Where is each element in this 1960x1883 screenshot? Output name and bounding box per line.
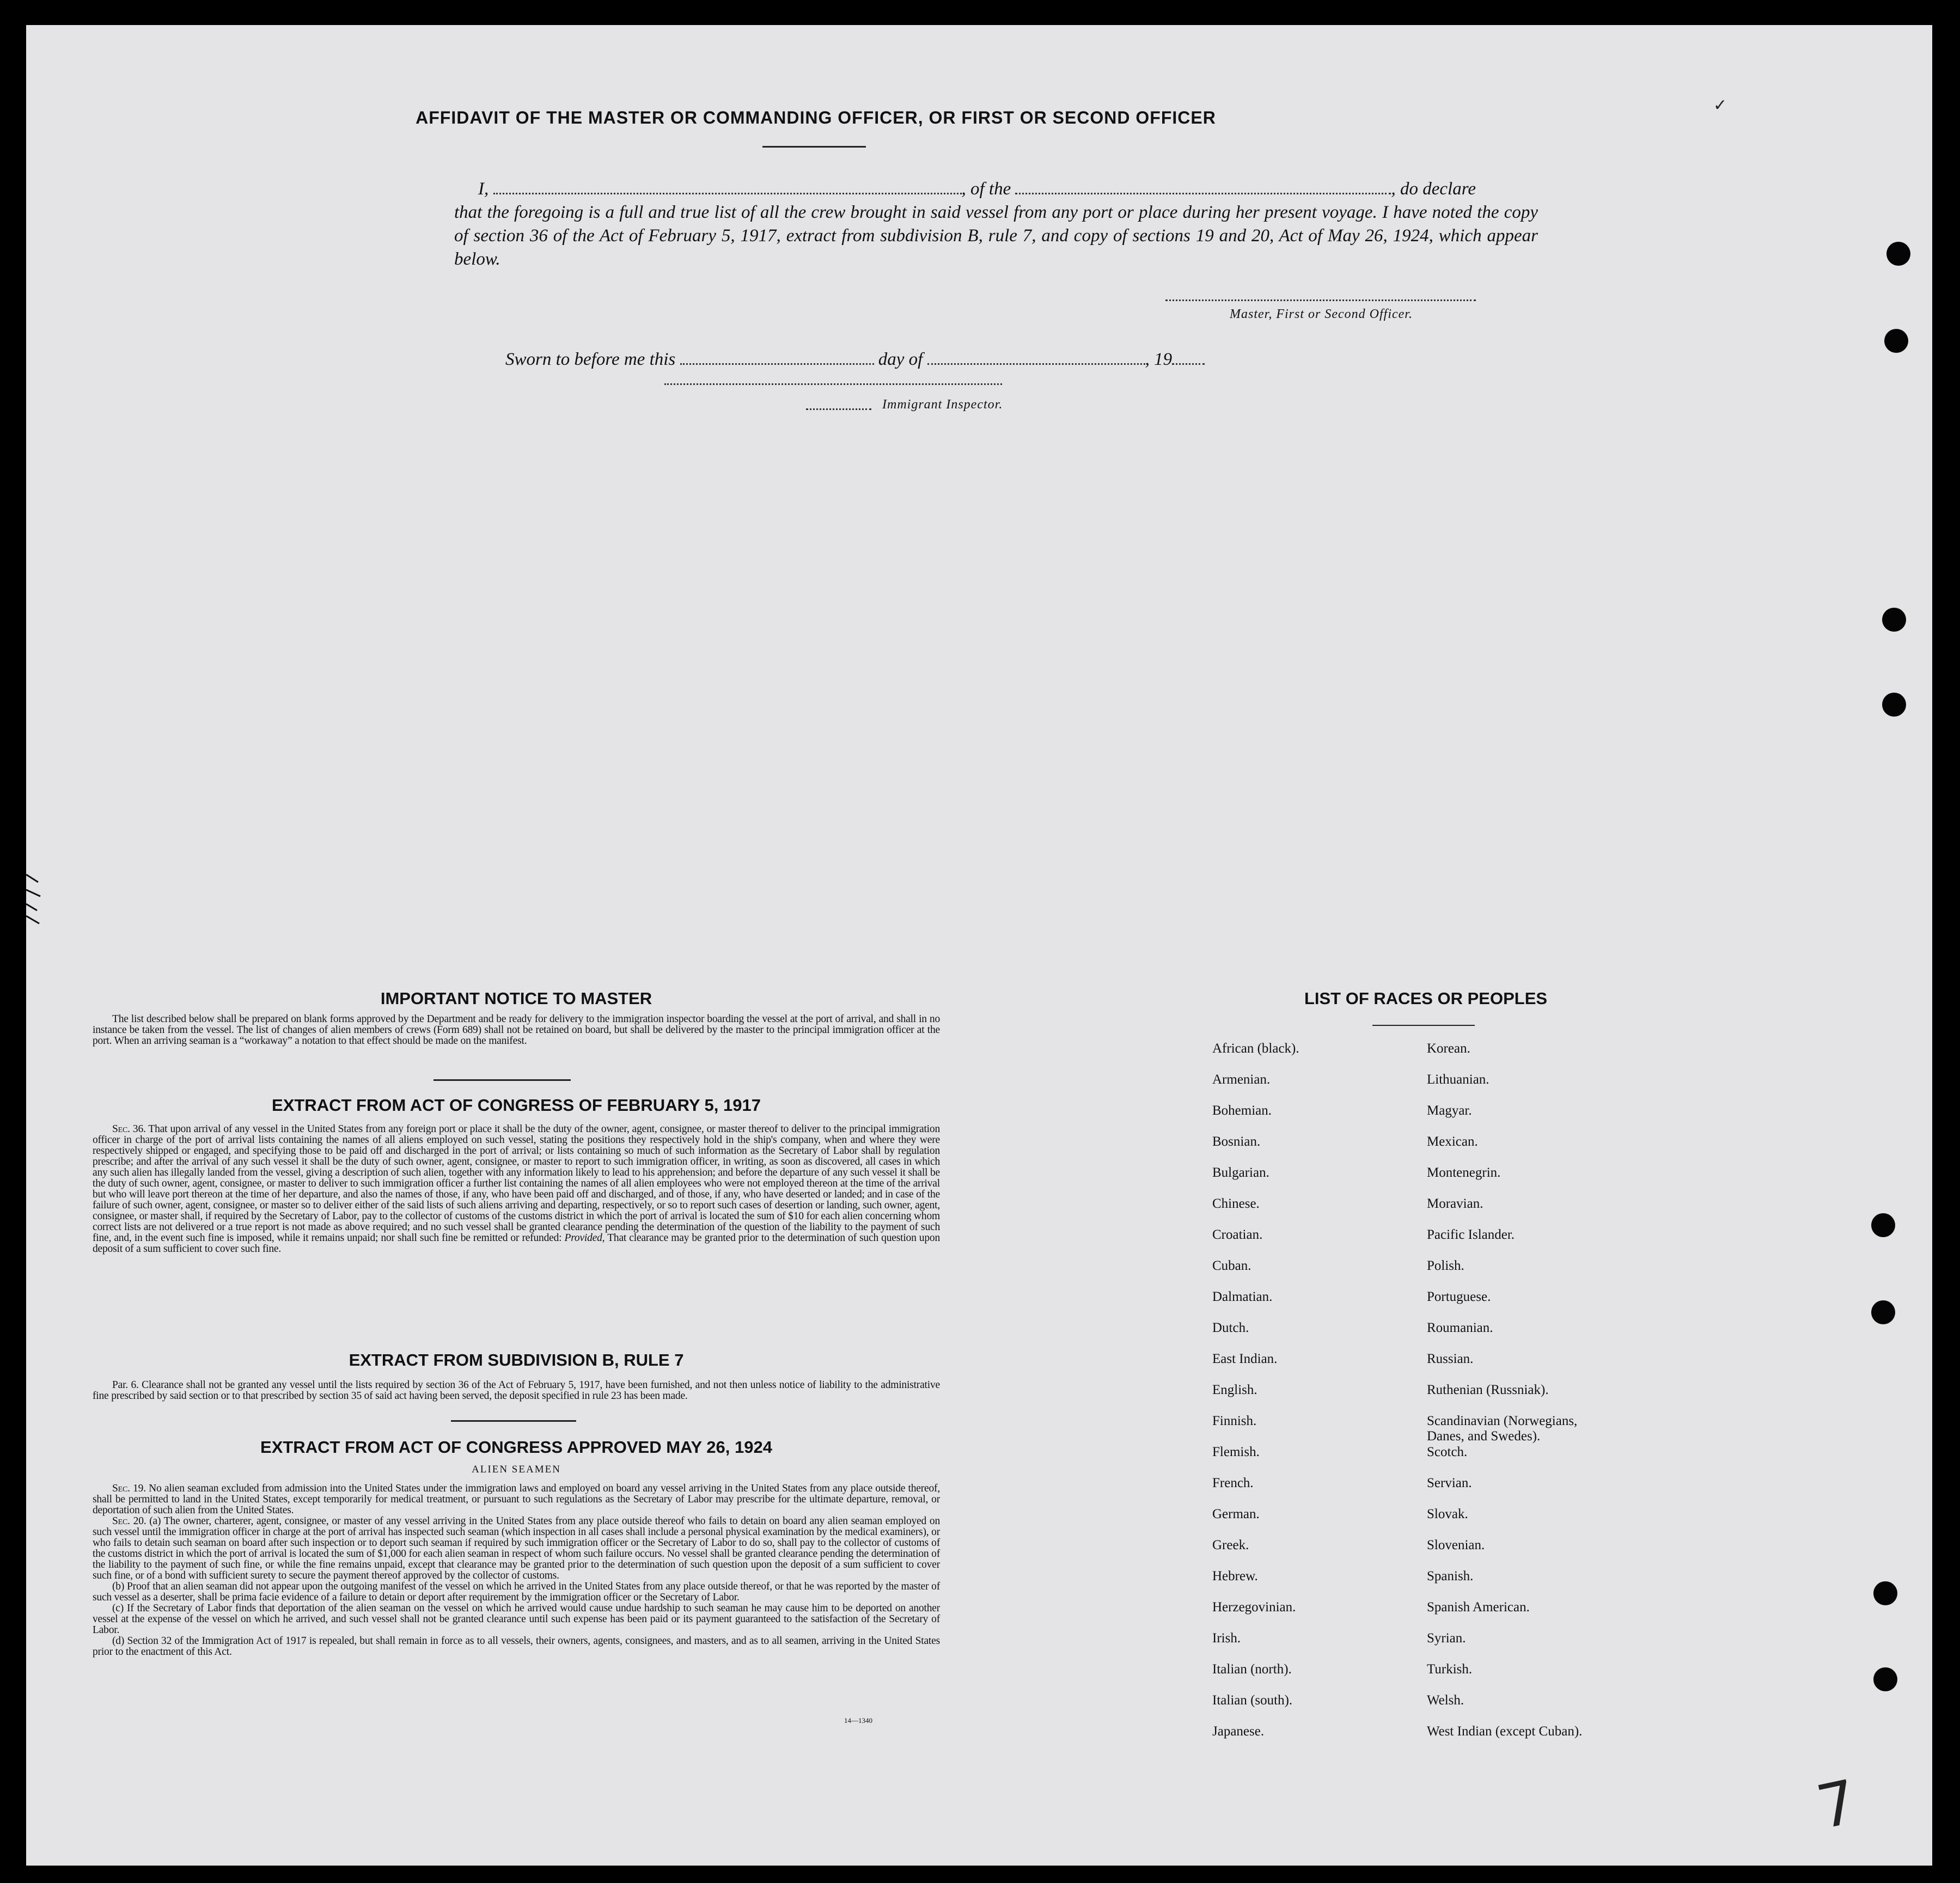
race-item: Finnish. [1212,1414,1257,1428]
race-item: German. [1212,1507,1260,1521]
race-item: Italian (south). [1212,1693,1293,1708]
inspector-dots [806,408,871,410]
race-item: Irish. [1212,1631,1241,1646]
races-column-1 [1212,1041,1299,1755]
race-item: Italian (north). [1212,1662,1292,1677]
race-item: Ruthenian (Russniak). [1427,1383,1549,1397]
race-item: Flemish. [1212,1445,1260,1459]
race-item: Bohemian. [1212,1103,1272,1118]
race-item: Slovak. [1427,1507,1468,1521]
check-mark-icon: ✓ [1713,96,1727,115]
declaration-text: that the foregoing is a full and true list of all the crew brought in said vessel from any port or place during her present voyage. I have noted the copy of section 36 of the Act of February 5, 1917, extract from subdivision B, rule 7, and copy of sections 19 and 20, Act of May 26, 1924, which appear below. [454,203,1538,269]
act-1924-text [93,1483,940,1658]
provided-word: Provided, [564,1232,605,1244]
race-item: Bosnian. [1212,1134,1261,1149]
races-divider [1372,1025,1475,1026]
sec-36-text-a: That upon arrival of any vessel in the United States from any foreign port or place it shall be the duty of the owner, agent, consignee, or master thereof to deliver to the principal immigration officer in charge of the port of arrival lists containing the names of all aliens employed on such vessel, stating the positions they respectively hold in the ship's company, when and where they were respectively shipped or engaged, and specifying those to be paid off and discharged in the port of arrival; or lists containing so much of such information as the Secretary of Labor shall by regulation prescribe; and after the arrival of any such vessel it shall be the duty of such owner, agent, consignee, or master to report to such immigration officer, in writing, as soon as discovered, all cases in which any such alien has illegally landed from the vessel, giving a description of such alien, together with any information likely to lead to his apprehension; and before the departure of any such vessel it shall be the duty of such owner, agent, consignee, or master to deliver to such immigration officer a further list containing the names of all alien employees who were not employed thereon at the time of the arrival but who will leave port thereon at the time of her departure, and also the names of those, if any, who have been paid off and discharged, and of those, if any, who have deserted or landed; and in case of the failure of such owner, agent, consignee, or master so to deliver either of the said lists of such aliens arriving and departing, respectively, or so to report such cases of desertion or landing, such owner, agent, consignee, or master shall, if required by the Secretary of Labor, pay to the collector of customs of the customs district in which the port of arrival is located the sum of $10 for each alien concerning whom correct lists are not delivered or a true report is not made as above required; and no such vessel shall be granted clearance pending the determination of the question of the liability to the payment of such fine, and, in the event such fine is imposed, while it remains unpaid; nor shall such fine be remitted or refunded: [93,1123,940,1244]
race-item: Bulgarian. [1212,1165,1269,1180]
race-item: Hebrew. [1212,1569,1258,1584]
punch-hole [1871,1213,1895,1237]
sec-19-label: Sec. 19. [112,1483,146,1494]
race-item: Magyar. [1427,1103,1472,1118]
race-item: Greek. [1212,1538,1249,1552]
rule7-text [93,1380,940,1402]
race-item: Mexican. [1427,1134,1478,1149]
notice-text [93,1014,940,1047]
punch-hole [1873,1581,1897,1605]
declaration-i: I, [478,179,493,199]
race-item: West Indian (except Cuban). [1427,1724,1583,1739]
race-item: Slovenian. [1427,1538,1485,1552]
sec-20c-text: (c) If the Secretary of Labor finds that deportation of the alien seaman on the vessel on which he arrived would cause undue hardship to such seaman he may cause him to be deported on another vessel at the expense of the vessel on which he arrived, and such vessel shall not be granted clearance until such expense has been paid or its payment guaranteed to the satisfaction of the Secretary of Labor. [93,1603,940,1636]
declaration-of-the: , of the [961,179,1016,199]
race-item: Turkish. [1427,1662,1473,1677]
declaration-declare: , do declare [1391,179,1476,199]
sworn-prefix: Sworn to before me this [505,350,680,369]
affidavit-title: AFFIDAVIT OF THE MASTER OR COMMANDING OFFICER, OR FIRST OR SECOND OFFICER [416,108,1216,127]
race-item: Croatian. [1212,1227,1263,1242]
form-number: 14—1340 [844,1716,872,1725]
race-item: Spanish. [1427,1569,1474,1584]
act-1924-title: EXTRACT FROM ACT OF CONGRESS APPROVED MAY 26, 1924 [260,1438,772,1457]
race-item: East Indian. [1212,1352,1278,1366]
sec-20-label: Sec. 20. [112,1515,146,1527]
extract-1917-title: EXTRACT FROM ACT OF CONGRESS OF FEBRUARY 5, 1917 [272,1096,761,1115]
sec-36-label: Sec. 36. [112,1123,146,1135]
inspector-label: Immigrant Inspector. [882,398,1003,412]
race-item: French. [1212,1476,1254,1490]
notice-divider [433,1079,571,1081]
rule7-divider [451,1420,576,1422]
punch-hole [1873,1667,1897,1691]
document-page [26,25,1932,1866]
sec-20b-text: (b) Proof that an alien seaman did not appear upon the outgoing manifest of the vessel on which he arrived in the United States from any place outside thereof, or that he was reported by the master of such vessel as a deserter, shall be prima facie evidence of a failure to detain or deport after requirement by the immigration officer or the Secretary of Labor. [93,1581,940,1603]
punch-hole [1886,242,1910,266]
race-item: Spanish American. [1427,1600,1530,1615]
race-item: Polish. [1427,1258,1464,1273]
punch-hole [1882,608,1906,632]
race-item: Scotch. [1427,1445,1468,1459]
sworn-year: , 19 [1145,350,1173,369]
inspector-signature-line[interactable] [664,383,1002,385]
sworn-day-of: day of [874,350,927,369]
sworn-month-blank[interactable] [927,350,1145,365]
name-blank[interactable] [493,180,962,194]
rule7-title: EXTRACT FROM SUBDIVISION B, RULE 7 [349,1350,684,1370]
race-item: Armenian. [1212,1072,1271,1087]
notice-title: IMPORTANT NOTICE TO MASTER [380,989,652,1008]
sec-20a-text: (a) The owner, charterer, agent, consignee, or master of any vessel arriving in the United States from any place outside thereof who fails to detain on board any alien seaman employed on such vessel until the immigration officer in charge at the port of arrival has inspected such seaman (which inspection in all cases shall include a personal physical examination by the medical examiners), or who fails to detain such seaman on board after such inspection or to deport such seaman if required by such immigration officer or the Secretary of Labor to do so, shall pay to the collector of customs of the customs district in which the port of arrival is located the sum of $1,000 for each alien seaman in respect of whom such failure occurs. No vessel shall be granted clearance pending the determination of the liability to the payment of such fine, or while the fine remains unpaid, except that clearance may be granted prior to the determination of such question upon the deposit of a sum sufficient to cover such fine, or of a bond with sufficient surety to secure the payment thereof approved by the collector of customs. [93,1515,940,1581]
race-item: Dalmatian. [1212,1289,1273,1304]
race-item: Pacific Islander. [1427,1227,1515,1242]
sec-19-text: No alien seaman excluded from admission into the United States under the immigration laws and employed on board any vessel arriving in the United States from any place outside thereof, shall be permitted to land in the United States, except temporarily for medical treatment, or pursuant to such regulations as the Secretary of Labor may prescribe for the ultimate departure, removal, or deportation of such alien from the United States. [93,1483,940,1516]
master-signature-line[interactable] [1165,299,1476,301]
vessel-blank[interactable] [1015,180,1391,194]
sworn-line [505,350,1205,370]
torn-edge-mark [26,864,40,929]
rule7-paragraph: Par. 6. Clearance shall not be granted any vessel until the lists required by section 36 of the Act of February 5, 1917, have been furnished, and not then unless notice of liability to the administrative fine prescribed by said section or to that prescribed by section 35 of said act having been served, the deposit specified in rule 23 has been made. [93,1379,940,1402]
race-item: Moravian. [1427,1196,1483,1211]
race-item: Roumanian. [1427,1320,1493,1335]
race-item: Welsh. [1427,1693,1464,1708]
punch-hole [1884,329,1908,353]
affidavit-declaration [454,178,1538,271]
race-item: Montenegrin. [1427,1165,1501,1180]
races-column-2 [1427,1041,1582,1755]
sworn-day-blank[interactable] [680,350,874,365]
title-divider [762,146,866,148]
alien-seamen-subtitle: ALIEN SEAMEN [472,1464,561,1475]
race-item: African (black). [1212,1041,1299,1056]
race-item: Russian. [1427,1352,1474,1366]
race-item: Portuguese. [1427,1289,1491,1304]
punch-hole [1871,1300,1895,1324]
races-title: LIST OF RACES OR PEOPLES [1304,989,1548,1008]
master-signature-label: Master, First or Second Officer. [1230,307,1413,321]
notice-paragraph: The list described below shall be prepared on blank forms approved by the Department and be ready for delivery to the immigration inspector boarding the vessel at the port of arrival, and shall in no instance be taken from the vessel. The list of changes of alien members of crews (Form 689) shall not be retained on board, but shall be delivered by the master to the principal immigration officer at the port. When an arriving seaman is a “workaway” a notation to that effect should be made on the manifest. [93,1013,940,1047]
race-item: Japanese. [1212,1724,1265,1739]
race-item: Korean. [1427,1041,1470,1056]
race-item: Syrian. [1427,1631,1466,1646]
sec-36-text-b: That clearance may be granted prior to the determination of such question upon deposit of a sum sufficient to cover such fine. [93,1232,941,1255]
race-item: Servian. [1427,1476,1472,1490]
handwritten-page-mark: 7 [1811,1766,1863,1843]
race-item: Scandinavian (Norwegians, Danes, and Swedes). [1427,1414,1578,1444]
race-item: Herzegovinian. [1212,1600,1296,1615]
race-item: Cuban. [1212,1258,1251,1273]
race-item: Dutch. [1212,1320,1249,1335]
race-item: English. [1212,1383,1257,1397]
punch-hole [1882,693,1906,717]
extract-1917-text [93,1124,940,1255]
race-item: Chinese. [1212,1196,1260,1211]
sworn-year-blank[interactable] [1172,350,1205,365]
sec-20d-text: (d) Section 32 of the Immigration Act of 1917 is repealed, but shall remain in force as to all vessels, their owners, agents, consignees, and masters, and as to all seamen, arriving in the United States prior to the enactment of this Act. [93,1635,940,1658]
race-item: Lithuanian. [1427,1072,1489,1087]
